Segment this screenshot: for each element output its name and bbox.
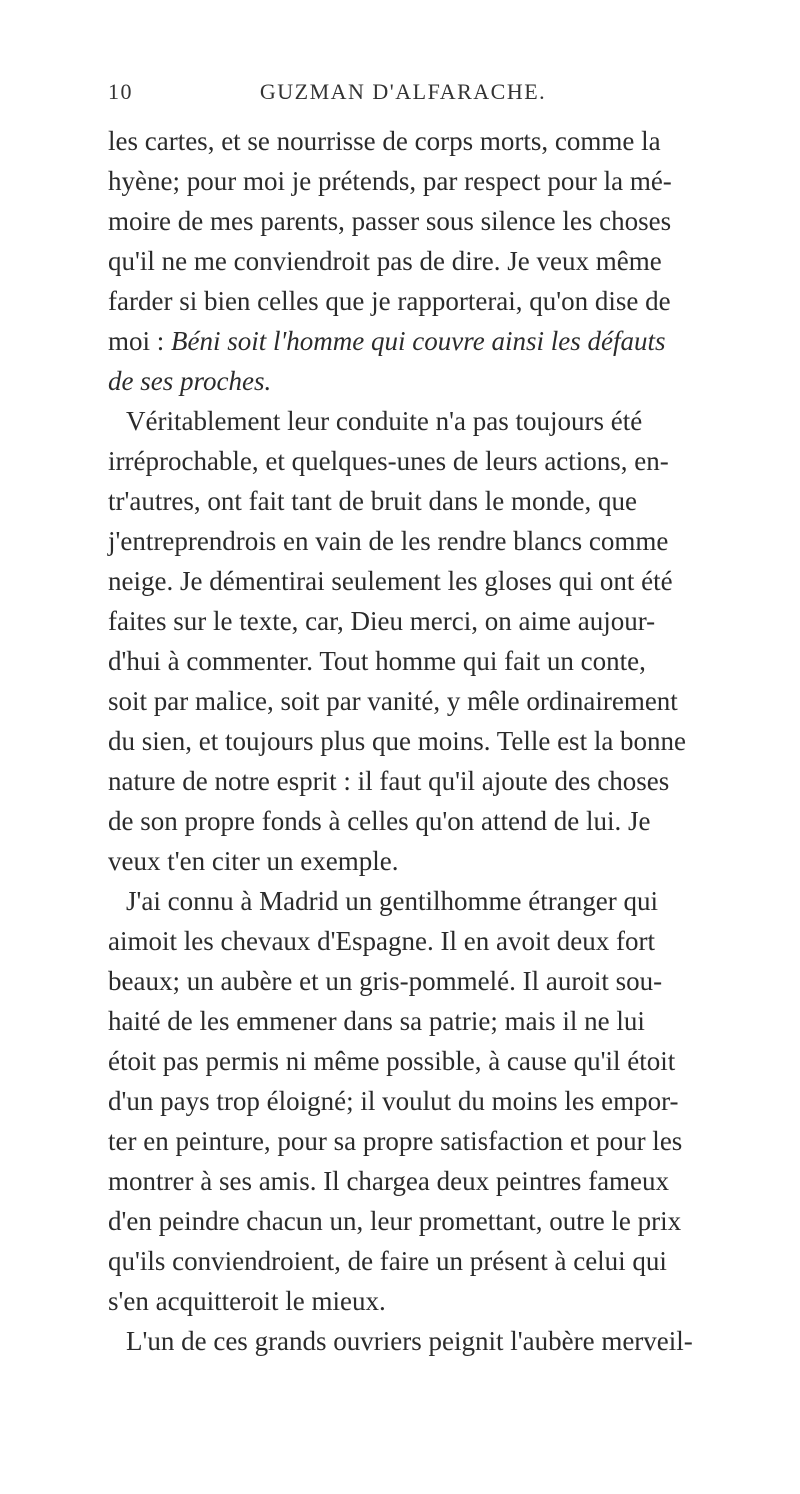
paragraph-3: [108, 881, 700, 1321]
text-line: irréprochable, et quelques-unes de leurs actions, en-: [108, 446, 669, 476]
text-line: neige. Je démentirai seulement les gloses qui ont été: [108, 566, 673, 596]
text-line: haité de les emmener dans sa patrie; mais il ne lui: [108, 1006, 645, 1036]
text-line: d'un pays trop éloigné; il voulut du moins les empor-: [108, 1086, 679, 1116]
text-line: [108, 321, 700, 361]
text-line: hyène; pour moi je prétends, par respect pour la mé-: [108, 166, 672, 196]
text-line: faites sur le texte, car, Dieu merci, on aime aujour-: [108, 606, 656, 636]
body-text: [108, 121, 700, 1361]
text-line: d'en peindre chacun un, leur promettant, outre le prix: [108, 1206, 682, 1236]
text-line: montrer à ses amis. Il chargea deux peintres fameux: [108, 1166, 670, 1196]
text-line: s'en acquitteroit le mieux.: [108, 1286, 386, 1316]
text-line: j'entreprendrois en vain de les rendre blancs comme: [108, 526, 669, 556]
text-line: les cartes, et se nourrisse de corps morts, comme la: [108, 126, 661, 156]
running-head: [108, 79, 698, 109]
text-line: qu'il ne me conviendroit pas de dire. Je veux même: [108, 246, 662, 276]
text-line: qu'ils conviendroient, de faire un présent à celui qui: [108, 1246, 667, 1276]
text-line: beaux; un aubère et un gris-pommelé. Il auroit sou-: [108, 966, 663, 996]
text-line: tr'autres, ont fait tant de bruit dans le monde, que: [108, 486, 637, 516]
text-line: étoit pas permis ni même possible, à cause qu'il étoit: [108, 1046, 676, 1076]
text-line: L'un de ces grands ouvriers peignit l'aubère merveil-: [126, 1326, 693, 1356]
text-line: d'hui à commenter. Tout homme qui fait un conte,: [108, 646, 646, 676]
italic-quote-end: de ses proches.: [108, 366, 272, 396]
paragraph-4: [108, 1321, 700, 1361]
text-line: J'ai connu à Madrid un gentilhomme étranger qui: [126, 886, 658, 916]
text-line: Véritablement leur conduite n'a pas toujours été: [126, 406, 643, 436]
text-line: farder si bien celles que je rapporterai, qu'on dise de: [108, 286, 671, 316]
text-line: aimoit les chevaux d'Espagne. Il en avoit deux fort: [108, 926, 655, 956]
text-line: du sien, et toujours plus que moins. Telle est la bonne: [108, 726, 687, 756]
paragraph-1: [108, 121, 700, 401]
text-line: veux t'en citer un exemple.: [108, 846, 399, 876]
running-title: GUZMAN D'ALFARACHE.: [259, 79, 547, 104]
text-line: soit par malice, soit par vanité, y mêle ordinairement: [108, 686, 678, 716]
italic-quote: Béni soit l'homme qui couvre ainsi les défauts: [171, 326, 666, 356]
text-line: moire de mes parents, passer sous silence les choses: [108, 206, 672, 236]
text-line: de son propre fonds à celles qu'on attend de lui. Je: [108, 806, 651, 836]
text-line: nature de notre esprit : il faut qu'il ajoute des choses: [108, 766, 670, 796]
paragraph-2: [108, 401, 700, 881]
text-line: ter en peinture, pour sa propre satisfaction et pour les: [108, 1126, 683, 1156]
text-fragment: moi :: [108, 326, 172, 356]
page-number: 10: [108, 79, 133, 104]
